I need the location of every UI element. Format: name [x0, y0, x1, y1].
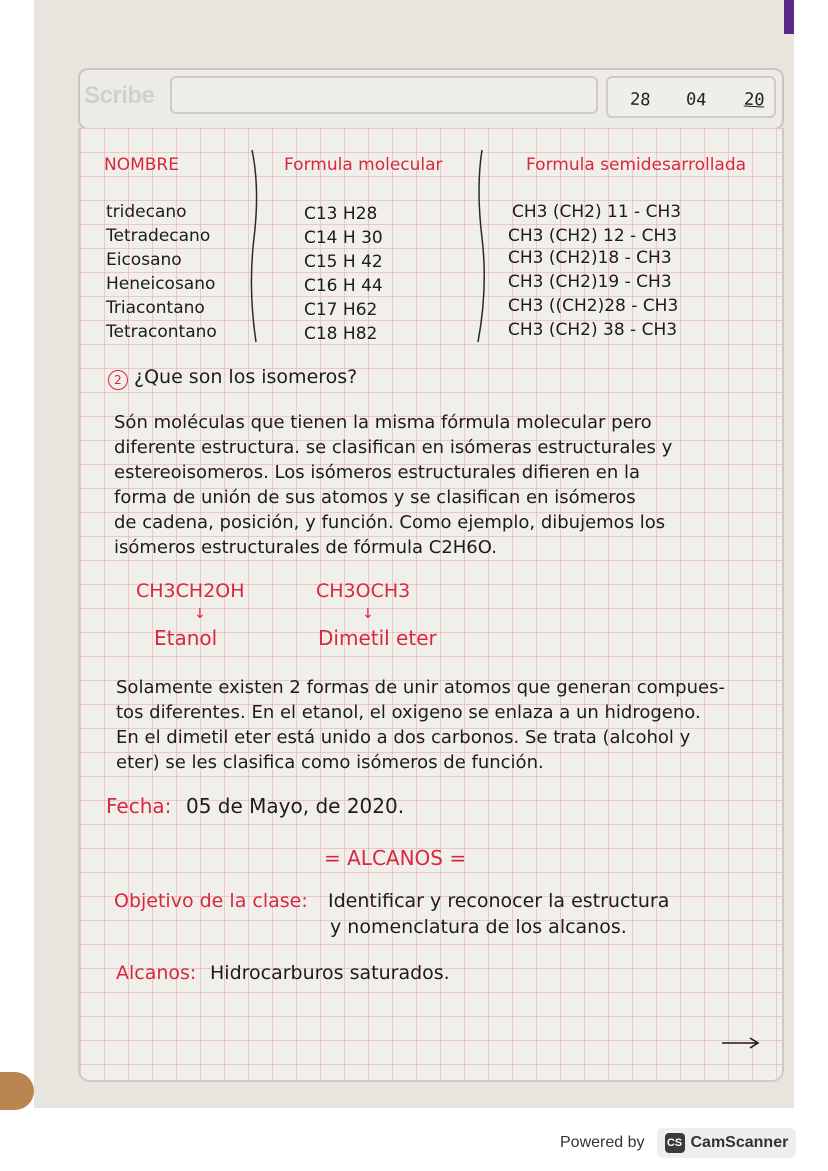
answer-line: de cadena, posición, y función. Como ejemplo, dibujemos los: [114, 512, 666, 533]
camscanner-icon: CS: [665, 1133, 685, 1153]
column-divider-1: [246, 148, 266, 344]
row-name: Heneicosano: [106, 274, 216, 294]
scribe-logo: Scribe: [84, 82, 155, 109]
arrow-right-icon: [720, 1034, 764, 1052]
row-semi: CH3 (CH2)18 - CH3: [508, 248, 672, 268]
answer-line: Són moléculas que tienen la misma fórmula molecular pero: [114, 412, 652, 433]
alcanos-label: Alcanos:: [116, 962, 197, 984]
row-semi: CH3 ((CH2)28 - CH3: [508, 296, 679, 316]
objetivo-label: Objetivo de la clase:: [114, 890, 308, 912]
camscanner-brand: CamScanner: [690, 1134, 789, 1151]
row-semi: CH3 (CH2) 38 - CH3: [508, 320, 678, 340]
grid-paper: [78, 128, 784, 1082]
row-semi: CH3 (CH2)19 - CH3: [508, 272, 672, 292]
col-header-nombre: NOMBRE: [104, 155, 179, 175]
col-header-molecular: Formula molecular: [284, 155, 443, 175]
row-molecular: C15 H 42: [304, 252, 383, 272]
camscanner-footer: [560, 1126, 796, 1160]
alcanos-definition: Hidrocarburos saturados.: [210, 962, 450, 984]
fecha-label: Fecha:: [106, 794, 172, 818]
date-day: 28: [629, 89, 651, 111]
row-name: Tetradecano: [106, 226, 211, 246]
row-name: Tetracontano: [106, 322, 217, 342]
conclusion-line: Solamente existen 2 formas de unir atomos que generan compues-: [116, 677, 725, 698]
question-number: 2: [114, 373, 122, 387]
notebook-tab: [784, 0, 794, 34]
answer-line: diferente estructura. se clasifican en isómeras estructurales y: [114, 437, 673, 458]
row-molecular: C17 H62: [304, 300, 378, 320]
fecha-value: 05 de Mayo, de 2020.: [186, 794, 405, 818]
conclusion-line: eter) se les clasifica como isómeros de función.: [116, 752, 544, 773]
formula-dimetil-eter: CH3OCH3: [316, 580, 411, 602]
objetivo-line-2: y nomenclatura de los alcanos.: [330, 916, 627, 938]
column-divider-2: [472, 148, 492, 344]
title-field: [170, 76, 598, 114]
row-molecular: C16 H 44: [304, 276, 383, 296]
answer-line: estereoisomeros. Los isómeros estructurales difieren en la: [114, 462, 641, 483]
row-name: Triacontano: [106, 298, 205, 318]
row-molecular: C14 H 30: [304, 228, 383, 248]
row-name: Eicosano: [106, 250, 182, 270]
row-molecular: C18 H82: [304, 324, 378, 344]
powered-by-label: Powered by: [560, 1134, 645, 1151]
topic-title: = ALCANOS =: [324, 846, 467, 870]
answer-line: forma de unión de sus atomos y se clasifican en isómeros: [114, 487, 636, 508]
name-dimetil-eter: Dimetil eter: [318, 626, 437, 650]
notebook-photo: [34, 0, 794, 1108]
arrow-down-icon: ↓: [194, 606, 206, 622]
question-number-badge: [108, 370, 128, 390]
date-year: 20: [743, 89, 765, 111]
formula-etanol: CH3CH2OH: [136, 580, 245, 602]
thumb: [0, 1072, 34, 1110]
camscanner-badge: [657, 1128, 797, 1158]
col-header-semi: Formula semidesarrollada: [526, 155, 747, 175]
row-semi: CH3 (CH2) 12 - CH3: [508, 226, 678, 246]
name-etanol: Etanol: [154, 626, 218, 650]
date-month: 04: [685, 89, 707, 111]
answer-line: isómeros estructurales de fórmula C2H6O.: [114, 537, 497, 558]
row-semi: CH3 (CH2) 11 - CH3: [512, 202, 682, 222]
objetivo-line-1: Identificar y reconocer la estructura: [328, 890, 670, 912]
conclusion-line: tos diferentes. En el etanol, el oxigeno se enlaza a un hidrogeno.: [116, 702, 701, 723]
row-name: tridecano: [106, 202, 187, 222]
row-molecular: C13 H28: [304, 204, 378, 224]
conclusion-line: En el dimetil eter está unido a dos carbonos. Se trata (alcohol y: [116, 727, 691, 748]
question-text: ¿Que son los isomeros?: [134, 366, 358, 388]
arrow-down-icon: ↓: [362, 606, 374, 622]
